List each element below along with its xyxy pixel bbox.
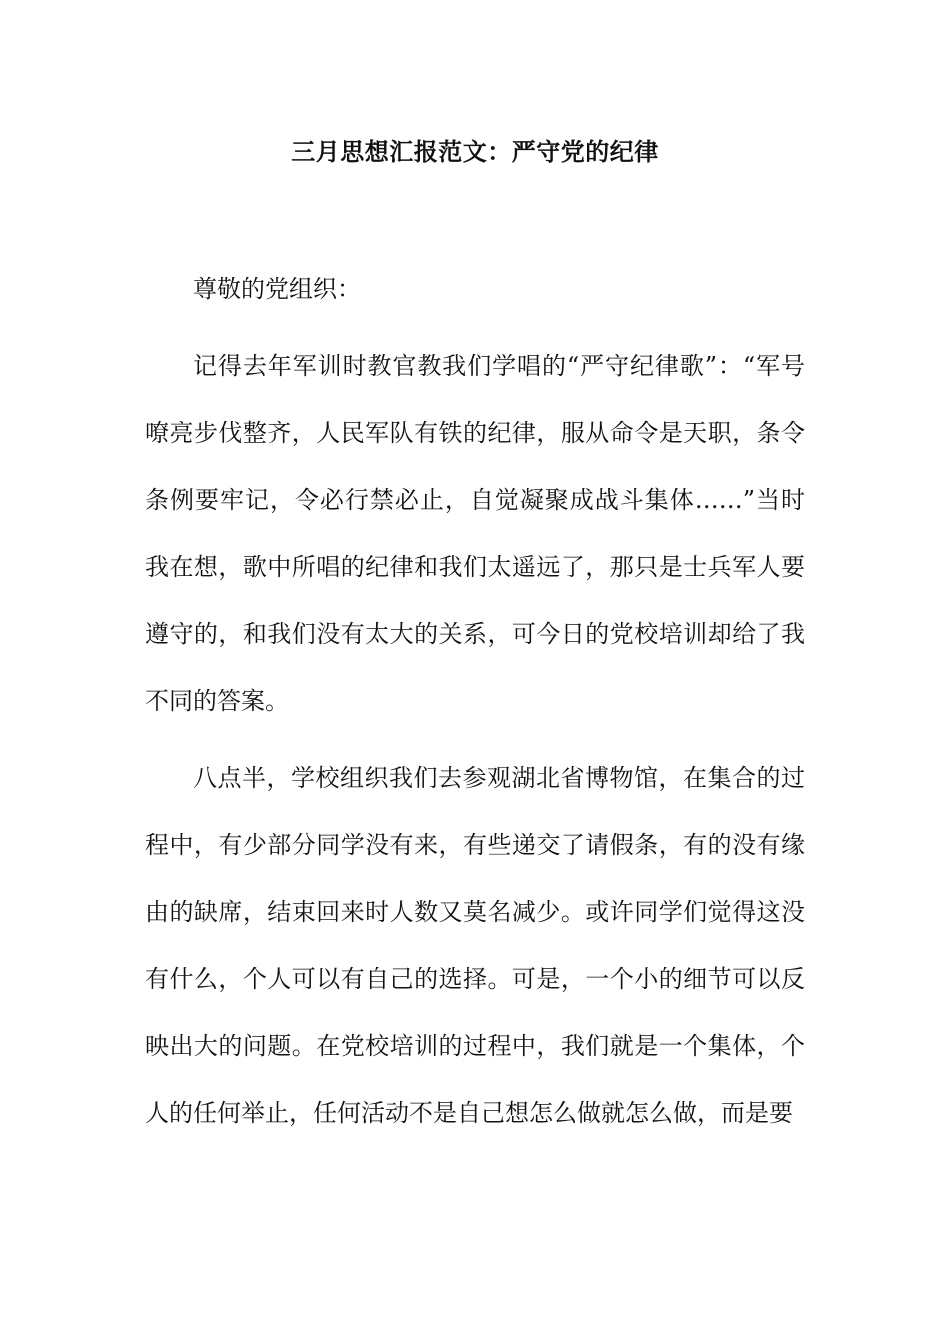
paragraph-2: 八点半，学校组织我们去参观湖北省博物馆，在集合的过程中，有少部分同学没有来，有些递交了请假条，有的没有缘由的缺席，结束回来时人数又莫名减少。或许同学们觉得这没有什么，个人可以有自己的选择。可是，一个小的细节可以反映出大的问题。在党校培训的过程中，我们就是一个集体，个人的任何举止，任何活动不是自己想怎么做就怎么做，而是要: [145, 764, 805, 1127]
document-title: 三月思想汇报范文：严守党的纪律: [291, 137, 659, 166]
paragraph-1: 记得去年军训时教官教我们学唱的“严守纪律歌”：“军号嘹亮步伐整齐，人民军队有铁的纪律，服从命令是天职，条令条例要牢记，令必行禁必止，自觉凝聚成战斗集体……”当时我在想，歌中所唱的纪律和我们太遥远了，那只是士兵军人要遵守的，和我们没有太大的关系，可今日的党校培训却给了我不同的答案。: [145, 352, 805, 715]
document-body: [145, 256, 805, 1157]
salutation: 尊敬的党组织：: [193, 275, 361, 303]
